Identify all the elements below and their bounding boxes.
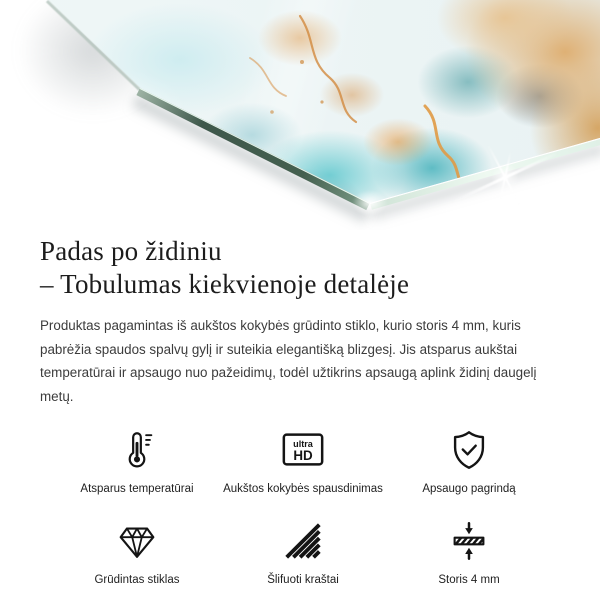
feature-label: Aukštos kokybės spausdinimas: [223, 483, 383, 495]
shield-check-icon: [446, 427, 492, 473]
thickness-icon: [446, 518, 492, 564]
feature-thickness: [386, 518, 552, 587]
title-line-2: – Tobulumas kiekvienoje detalėje: [40, 269, 410, 299]
feature-label: Grūdintas stiklas: [94, 574, 180, 586]
ultra-label: ultra: [293, 439, 313, 450]
polished-edges-icon: [280, 518, 326, 564]
feature-grid: [40, 427, 566, 587]
feature-polished-edges: [220, 518, 386, 587]
ultra-hd-icon: [280, 427, 326, 473]
feature-label: Šlifuoti kraštai: [267, 574, 339, 586]
hd-label: HD: [293, 448, 313, 464]
feature-heat-resistant: [54, 427, 220, 496]
feature-label: Storis 4 mm: [438, 574, 500, 586]
diamond-icon: [114, 518, 160, 564]
feature-print-quality: [220, 427, 386, 496]
feature-label: Atsparus temperatūrai: [80, 483, 194, 495]
product-description: Produktas pagamintas iš aukštos kokybės grūdinto stiklo, kurio storis 4 mm, kuris pabrėžia spaudos spalvų gylį ir suteikia elegantišką blizgesį. Jis atsparus aukštai temperatūrai ir apsaugo nuo pažeidimų, todėl užtikrins apsaugą aplink židinį daugelį metų.: [40, 318, 537, 404]
title-line-1: Padas po židiniu: [40, 236, 222, 266]
product-image: [0, 0, 600, 230]
feature-protects-base: [386, 427, 552, 496]
page-title: [40, 235, 566, 301]
thermometer-icon: [114, 427, 160, 473]
feature-tempered-glass: [54, 518, 220, 587]
feature-label: Apsaugo pagrindą: [422, 483, 516, 495]
glint: [352, 190, 388, 216]
